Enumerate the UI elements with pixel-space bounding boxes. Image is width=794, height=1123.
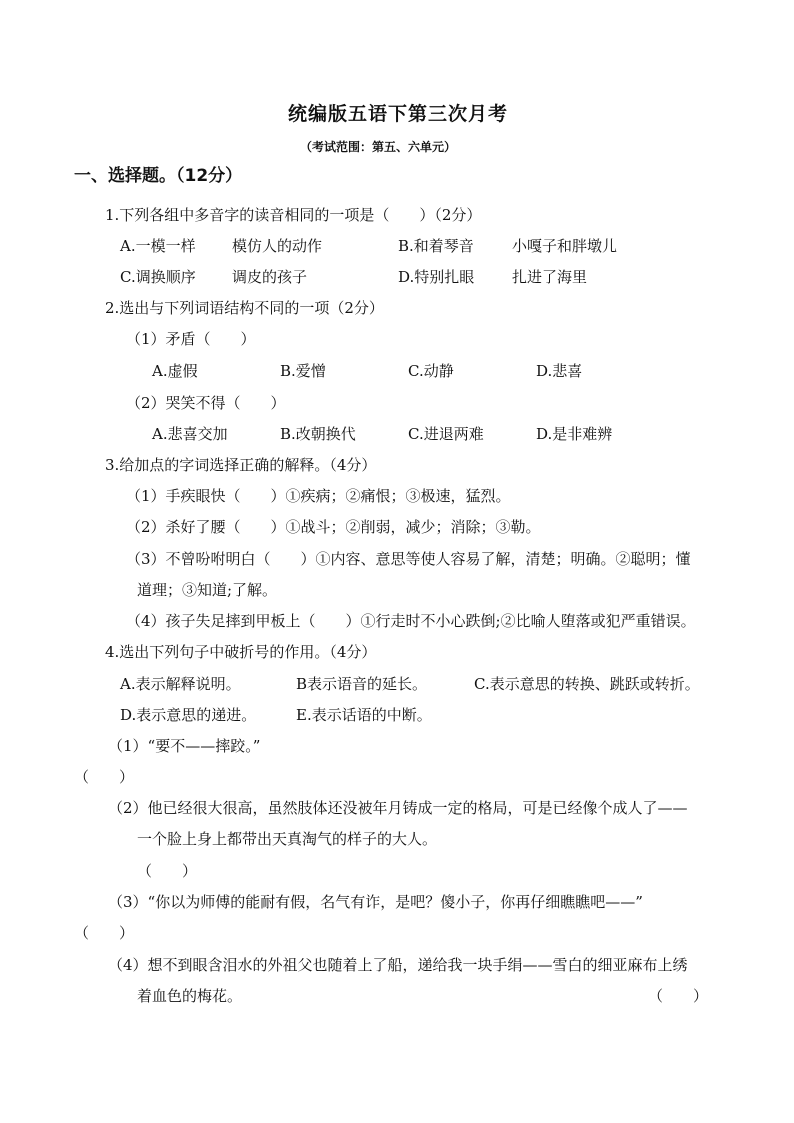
q1-option-d-phrase: 扎进了海里 [512, 268, 588, 286]
q3-item-4: （4）孩子失足摔到甲板上（ ）①行走时不小心跌倒;②比喻人堕落或犯严重错误。 [126, 612, 696, 630]
q4-option-e: E.表示话语的中断。 [296, 706, 432, 724]
q2-sub-1-option-c: C.动静 [408, 362, 454, 380]
q2-sub-1-option-b: B.爱憎 [280, 362, 326, 380]
q3-item-2: （2）杀好了腰（ ）①战斗；②削弱，减少；消除；③勒。 [126, 518, 541, 536]
q4-sentence-2-cont: 一个脸上身上都带出天真淘气的样子的大人。 [137, 830, 438, 848]
q3-item-1: （1）手疾眼快（ ）①疾病；②痛恨；③极速，猛烈。 [126, 487, 511, 505]
question-3-stem: 3.给加点的字词选择正确的解释。（4分） [105, 456, 377, 474]
q2-sub-1-option-a: A.虚假 [152, 362, 198, 380]
q4-option-a: A.表示解释说明。 [120, 675, 241, 693]
q4-option-d: D.表示意思的递进。 [120, 706, 257, 724]
q3-item-3-cont: 道理；③知道;了解。 [137, 581, 278, 599]
q4-sentence-4: （4）想不到眼含泪水的外祖父也随着上了船，递给我一块手绢——雪白的细亚麻布上绣 [108, 956, 688, 974]
q4-sentence-4-answer-blank: （ ） [648, 987, 709, 1005]
q4-sentence-1: （1）“要不——摔跤。” [108, 737, 261, 755]
q2-sub-2-option-d: D.是非难辨 [536, 425, 613, 443]
q1-option-b: B.和着琴音 [398, 237, 474, 255]
q1-option-d: D.特别扎眼 [398, 268, 475, 286]
q2-sub-1: （1）矛盾（ ） [126, 330, 256, 348]
q1-option-c-phrase: 调皮的孩子 [232, 268, 308, 286]
q4-sentence-2-answer-blank: （ ） [137, 862, 198, 880]
page-title: 统编版五语下第三次月考 [288, 103, 509, 125]
q4-sentence-1-answer-blank: （ ） [74, 768, 135, 786]
q4-option-c: C.表示意思的转换、跳跃或转折。 [474, 675, 700, 693]
question-1-stem: 1.下列各组中多音字的读音相同的一项是（ ）（2分） [105, 206, 482, 224]
question-4-stem: 4.选出下列句子中破折号的作用。（4分） [105, 643, 377, 661]
q4-sentence-3: （3）“你以为师傅的能耐有假，名气有诈，是吧？傻小子，你再仔细瞧瞧吧——” [108, 893, 643, 911]
q3-item-3: （3）不曾吩咐明白（ ）①内容、意思等使人容易了解，清楚；明确。②聪明；懂 [126, 550, 691, 568]
question-2-stem: 2.选出与下列词语结构不同的一项（2分） [105, 299, 384, 317]
q2-sub-2: （2）哭笑不得（ ） [126, 394, 286, 412]
q2-sub-1-option-d: D.悲喜 [536, 362, 583, 380]
q2-sub-2-option-c: C.进退两难 [408, 425, 484, 443]
q4-sentence-3-answer-blank: （ ） [74, 924, 135, 942]
page-subtitle: （考试范围：第五、六单元） [300, 140, 457, 154]
q4-sentence-2: （2）他已经很大很高，虽然肢体还没被年月铸成一定的格局，可是已经像个成人了—— [108, 799, 688, 817]
q1-option-c: C.调换顺序 [120, 268, 196, 286]
q2-sub-2-option-a: A.悲喜交加 [152, 425, 228, 443]
q4-option-b: B表示语音的延长。 [296, 675, 428, 693]
section-heading-choice: 一、选择题。（12分） [74, 166, 243, 186]
q1-option-b-phrase: 小嘎子和胖墩儿 [512, 237, 618, 255]
q1-option-a: A.一模一样 [120, 237, 196, 255]
q1-option-a-phrase: 模仿人的动作 [232, 237, 323, 255]
q2-sub-2-option-b: B.改朝换代 [280, 425, 356, 443]
q4-sentence-4-cont: 着血色的梅花。 [137, 987, 243, 1005]
